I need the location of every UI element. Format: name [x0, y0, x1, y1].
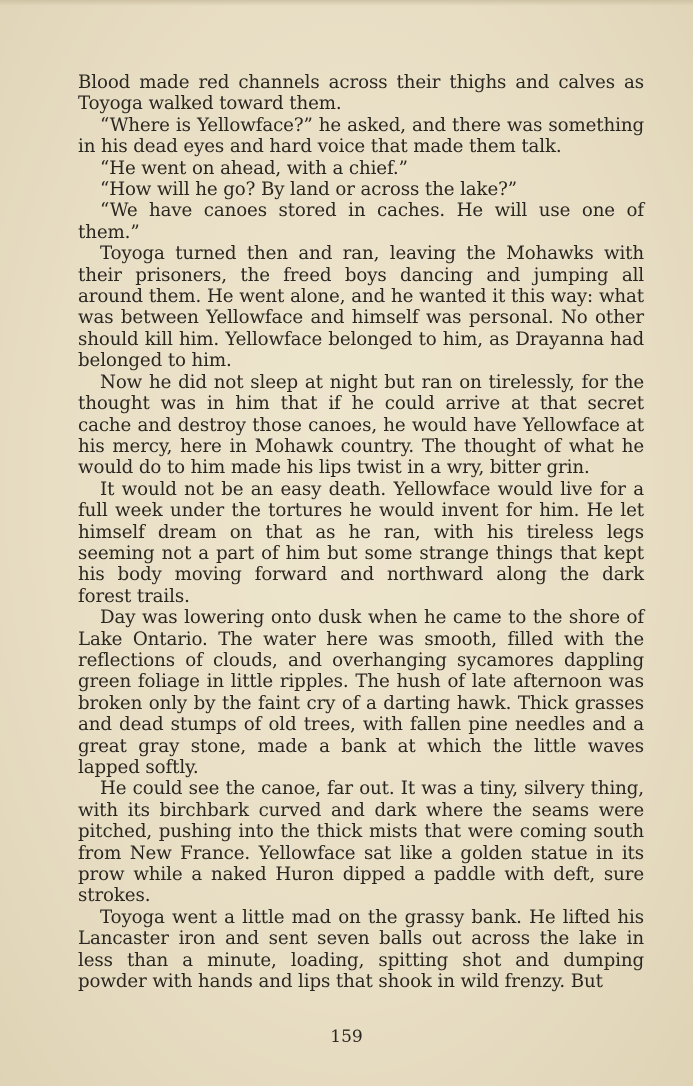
- paragraph: Day was lowering onto dusk when he came to the shore of Lake Ontario. The water here was smooth, filled with the reflections of clouds, and overhanging sycamores dappling green foliage in little ripples. The hush of late afternoon was broken only by the faint cry of a darting hawk. Thick grasses and dead stumps of old trees, with fallen pine needles and a great gray stone, made a bank at which the little waves lapped softly.: [78, 607, 644, 778]
- paragraph: Toyoga turned then and ran, leaving the Mohawks with their prisoners, the freed boys dancing and jumping all around them. He went alone, and he wanted it this way: what was between Yellowface and himself was personal. No other should kill him. Yellowface belonged to him, as Drayanna had belonged to him.: [78, 243, 644, 372]
- paragraph: He could see the canoe, far out. It was a tiny, silvery thing, with its birchbark curved and dark where the seams were pitched, pushing into the thick mists that were coming south from New France. Yellowface sat like a golden statue in its prow while a naked Huron dipped a paddle with deft, sure strokes.: [78, 778, 644, 907]
- paragraph: Toyoga went a little mad on the grassy bank. He lifted his Lancaster iron and sent seven balls out across the lake in less than a minute, loading, spitting shot and dumping powder with hands and lips that shook in wild frenzy. But: [78, 906, 644, 993]
- paragraph: Blood made red channels across their thighs and calves as Toyoga walked toward them.: [78, 72, 644, 115]
- body-text: [78, 72, 644, 992]
- page-number: 159: [330, 1027, 363, 1047]
- paragraph: Now he did not sleep at night but ran on tirelessly, for the thought was in him that if he could arrive at that secret cache and destroy those canoes, he would have Yellowface at his mercy, here in Mohawk country. The thought of what he would do to him made his lips twist in a wry, bitter grin.: [78, 371, 644, 479]
- paragraph: “He went on ahead, with a chief.”: [100, 157, 408, 179]
- paragraph: “Where is Yellowface?” he asked, and there was something in his dead eyes and hard voice that made them talk.: [78, 114, 644, 158]
- paragraph: “How will he go? By land or across the lake?”: [100, 179, 517, 201]
- page-top-edge: [0, 0, 693, 6]
- paragraph: It would not be an easy death. Yellowface would live for a full week under the tortures he would invent for him. He let himself dream on that as he ran, with his tireless legs seeming not a part of him but some strange things that kept his body moving forward and northward along the dark forest trails.: [78, 478, 644, 607]
- paragraph: “We have canoes stored in caches. He will use one of them.”: [78, 200, 644, 243]
